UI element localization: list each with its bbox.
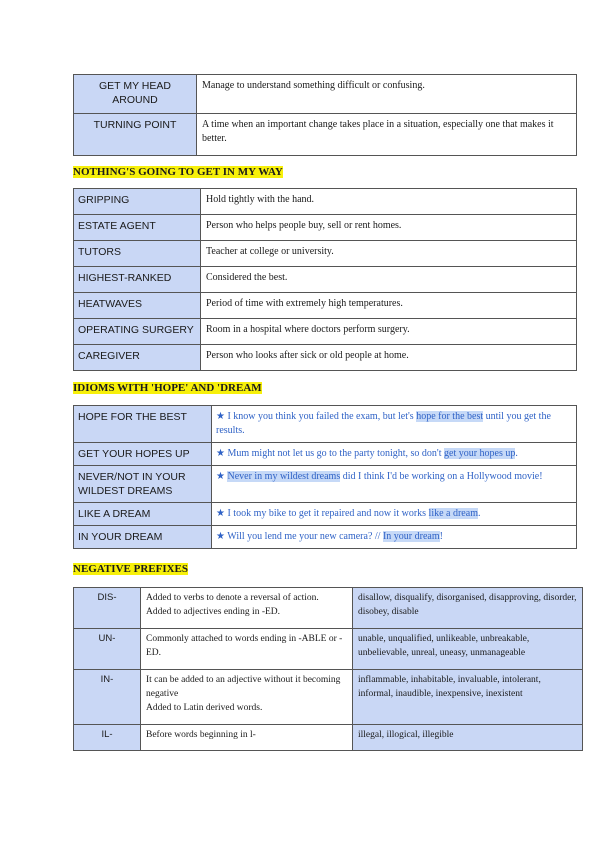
star-icon: ★ xyxy=(216,411,225,422)
idiom-cell: IN YOUR DREAM xyxy=(74,526,212,549)
prefix-cell: IL- xyxy=(74,725,141,751)
term-cell: HIGHEST-RANKED xyxy=(74,267,201,293)
idiom-cell: HOPE FOR THE BEST xyxy=(74,406,212,443)
definition-cell: Considered the best. xyxy=(201,267,577,293)
table-row xyxy=(74,345,577,371)
term-cell: GET MY HEAD AROUND xyxy=(74,75,197,114)
idioms-table xyxy=(73,405,577,549)
table-row xyxy=(74,406,577,443)
prefix-cell: IN- xyxy=(74,670,141,725)
star-icon: ★ xyxy=(216,471,225,482)
idiom-cell: LIKE A DREAM xyxy=(74,503,212,526)
definition-cell: Person who looks after sick or old people at home. xyxy=(201,345,577,371)
table-row xyxy=(74,629,583,670)
idiom-cell: NEVER/NOT IN YOUR WILDEST DREAMS xyxy=(74,466,212,503)
vocab-table-top xyxy=(73,74,577,156)
term-cell: ESTATE AGENT xyxy=(74,215,201,241)
table-row xyxy=(74,267,577,293)
table-row xyxy=(74,588,583,629)
section-heading: IDIOMS WITH 'HOPE' AND 'DREAM xyxy=(73,382,262,394)
example-cell: ★ Mum might not let us go to the party tonight, so don't get your hopes up. xyxy=(212,443,577,466)
section-heading: NEGATIVE PREFIXES xyxy=(73,563,189,575)
star-icon: ★ xyxy=(216,448,225,459)
table-row xyxy=(74,725,583,751)
highlighted-idiom: get your hopes up xyxy=(444,448,516,459)
highlighted-idiom: In your dream xyxy=(382,531,440,542)
examples-cell: illegal, illogical, illegible xyxy=(353,725,583,751)
term-cell: CAREGIVER xyxy=(74,345,201,371)
example-cell: ★ I know you think you failed the exam, but let's hope for the best until you get the results. xyxy=(212,406,577,443)
star-icon: ★ xyxy=(216,508,225,519)
table-row xyxy=(74,526,577,549)
table-row xyxy=(74,241,577,267)
definition-cell: Room in a hospital where doctors perform surgery. xyxy=(201,319,577,345)
example-cell: ★ I took my bike to get it repaired and now it works like a dream. xyxy=(212,503,577,526)
prefix-cell: DIS- xyxy=(74,588,141,629)
definition-cell: Teacher at college or university. xyxy=(201,241,577,267)
rule-cell: Commonly attached to words ending in -ABLE or -ED. xyxy=(141,629,353,670)
definition-cell: Manage to understand something difficult or confusing. xyxy=(197,75,577,114)
examples-cell: disallow, disqualify, disorganised, disapproving, disorder, disobey, disable xyxy=(353,588,583,629)
definition-cell: Person who helps people buy, sell or rent homes. xyxy=(201,215,577,241)
table-row xyxy=(74,75,577,114)
table-row xyxy=(74,293,577,319)
term-cell: OPERATING SURGERY xyxy=(74,319,201,345)
example-cell: ★ Will you lend me your new camera? // In your dream! xyxy=(212,526,577,549)
highlighted-idiom: like a dream xyxy=(428,508,478,519)
definition-cell: Hold tightly with the hand. xyxy=(201,189,577,215)
examples-cell: inflammable, inhabitable, invaluable, intolerant, informal, inaudible, inexpensive, inexistent xyxy=(353,670,583,725)
highlighted-idiom: Never in my wildest dreams xyxy=(227,471,341,482)
idiom-cell: GET YOUR HOPES UP xyxy=(74,443,212,466)
table-row xyxy=(74,215,577,241)
table-row xyxy=(74,114,577,156)
star-icon: ★ xyxy=(216,531,225,542)
term-cell: TURNING POINT xyxy=(74,114,197,156)
table-row xyxy=(74,443,577,466)
prefixes-table xyxy=(73,587,583,751)
term-cell: TUTORS xyxy=(74,241,201,267)
example-cell: ★ Never in my wildest dreams did I think I'd be working on a Hollywood movie! xyxy=(212,466,577,503)
table-row xyxy=(74,503,577,526)
term-cell: GRIPPING xyxy=(74,189,201,215)
rule-cell: Before words beginning in l- xyxy=(141,725,353,751)
examples-cell: unable, unqualified, unlikeable, unbreakable, unbelievable, unreal, uneasy, unmanageable xyxy=(353,629,583,670)
table-row xyxy=(74,466,577,503)
definition-cell: A time when an important change takes place in a situation, especially one that makes it better. xyxy=(197,114,577,156)
term-cell: HEATWAVES xyxy=(74,293,201,319)
section-heading: NOTHING'S GOING TO GET IN MY WAY xyxy=(73,166,283,178)
prefix-cell: UN- xyxy=(74,629,141,670)
table-row xyxy=(74,189,577,215)
definition-cell: Period of time with extremely high temperatures. xyxy=(201,293,577,319)
highlighted-idiom: hope for the best xyxy=(416,411,484,422)
rule-cell: Added to verbs to denote a reversal of action. Added to adjectives ending in -ED. xyxy=(141,588,353,629)
table-row xyxy=(74,670,583,725)
table-row xyxy=(74,319,577,345)
vocab-table xyxy=(73,188,577,371)
rule-cell: It can be added to an adjective without it becoming negative Added to Latin derived words. xyxy=(141,670,353,725)
